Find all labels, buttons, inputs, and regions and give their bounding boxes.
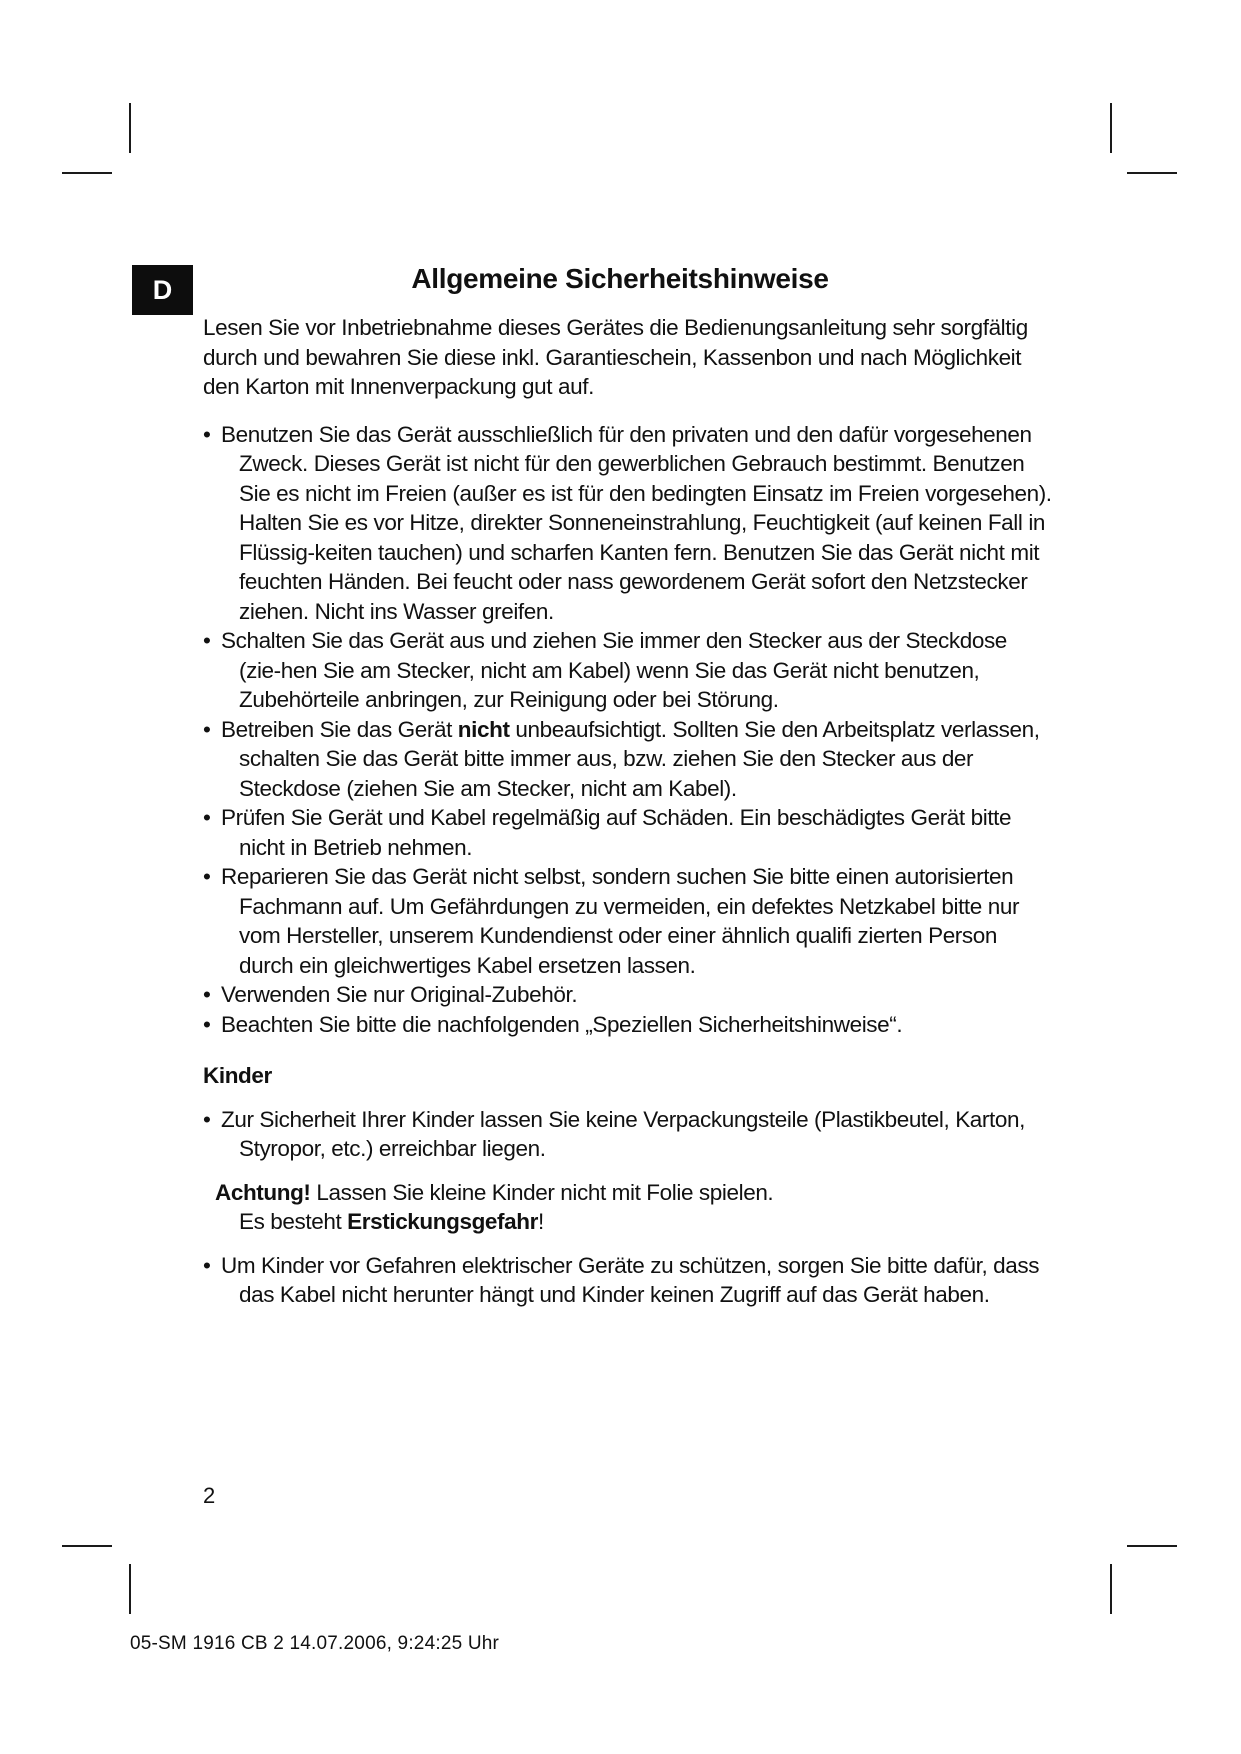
warning-text: Lassen Sie kleine Kinder nicht mit Folie spielen.: [310, 1179, 774, 1205]
list-item: • Um Kinder vor Gefahren elektrischer Geräte zu schützen, sorgen Sie bitte dafür, dass das Kabel nicht herunter hängt und Kinder keinen Zugriff auf das Gerät haben.: [203, 1251, 1053, 1310]
list-item: • Prüfen Sie Gerät und Kabel regelmäßig auf Schäden. Ein beschädigtes Gerät bitte nicht in Betrieb nehmen.: [203, 803, 1053, 862]
crop-mark-top-left-horizontal: [62, 172, 112, 174]
crop-mark-bottom-left-horizontal: [62, 1545, 112, 1547]
warning-line2: [215, 1207, 1053, 1237]
print-footer: 05-SM 1916 CB 2 14.07.2006, 9:24:25 Uhr: [130, 1633, 500, 1654]
list-item: • Verwenden Sie nur Original-Zubehör.: [203, 980, 1053, 1010]
crop-mark-top-left-vertical: [129, 103, 131, 153]
kinder-bullet-list-2: [203, 1251, 1053, 1310]
crop-mark-bottom-right-horizontal: [1127, 1545, 1177, 1547]
emphasis-text: Erstickungsgefahr: [347, 1209, 538, 1234]
safety-bullet-list: [203, 420, 1053, 1040]
kinder-bullet-list: [203, 1105, 1053, 1164]
crop-mark-bottom-left-vertical: [129, 1564, 131, 1614]
emphasis-text: nicht: [457, 716, 510, 742]
crop-mark-bottom-right-vertical: [1110, 1564, 1112, 1614]
list-item: • Schalten Sie das Gerät aus und ziehen Sie immer den Stecker aus der Steckdose (zie-hen Sie am Stecker, nicht am Kabel) wenn Sie das Gerät nicht benutzen, Zubehörteile anbringen, zur Reinigung oder bei Störung.: [203, 626, 1053, 715]
intro-paragraph: Lesen Sie vor Inbetriebnahme dieses Gerätes die Bedienungsanleitung sehr sorgfältig durch und bewahren Sie diese inkl. Garantieschein, Kassenbon und nach Möglichkeit den Karton mit Innenverpackung gut auf.: [203, 315, 1028, 399]
crop-mark-top-right-vertical: [1110, 103, 1112, 153]
crop-mark-top-right-horizontal: [1127, 172, 1177, 174]
page-title: Allgemeine Sicherheitshinweise: [411, 263, 829, 294]
warning-note: [215, 1178, 1053, 1237]
text-segment: unbeaufsichtigt. Sollten Sie den Arbeitsplatz verlassen, schalten Sie das Gerät bitte immer aus, bzw. ziehen Sie den Stecker aus der Steckdose (ziehen Sie am Stecker, nicht am Kabel).: [239, 716, 1040, 801]
section-heading-kinder: Kinder: [203, 1063, 272, 1088]
text-segment: Betreiben Sie das Gerät: [221, 716, 458, 742]
page-number: 2: [203, 1483, 216, 1508]
warning-label: Achtung!: [215, 1179, 311, 1205]
text-segment: Es besteht: [239, 1209, 348, 1234]
document-body: [203, 313, 1053, 1310]
list-item: • Beachten Sie bitte die nachfolgenden „Speziellen Sicherheitshinweise“.: [203, 1010, 1053, 1040]
list-item: • Zur Sicherheit Ihrer Kinder lassen Sie keine Verpackungsteile (Plastikbeutel, Karton, Styropor, etc.) erreichbar liegen.: [203, 1105, 1053, 1164]
list-item: • Reparieren Sie das Gerät nicht selbst, sondern suchen Sie bitte einen autorisierten Fachmann auf. Um Gefährdungen zu vermeiden, ein defektes Netzkabel bitte nur vom Hersteller, unserem Kundendienst oder einer ähnlich qualifi zierten Person durch ein gleichwertiges Kabel ersetzen lassen.: [203, 862, 1053, 980]
text-segment: !: [537, 1209, 544, 1234]
list-item: [203, 715, 1053, 804]
language-tab: D: [132, 265, 193, 315]
list-item: • Benutzen Sie das Gerät ausschließlich für den privaten und den dafür vorgesehenen Zweck. Dieses Gerät ist nicht für den gewerblichen Gebrauch bestimmt. Benutzen Sie es nicht im Freien (außer es ist für den bedingten Einsatz im Freien vorgesehen). Halten Sie es vor Hitze, direkter Sonneneinstrahlung, Feuchtigkeit (auf keinen Fall in Flüssig-keiten tauchen) und scharfen Kanten fern. Benutzen Sie das Gerät nicht mit feuchten Händen. Bei feucht oder nass gewordenem Gerät sofort den Netzstecker ziehen. Nicht ins Wasser greifen.: [203, 420, 1053, 627]
